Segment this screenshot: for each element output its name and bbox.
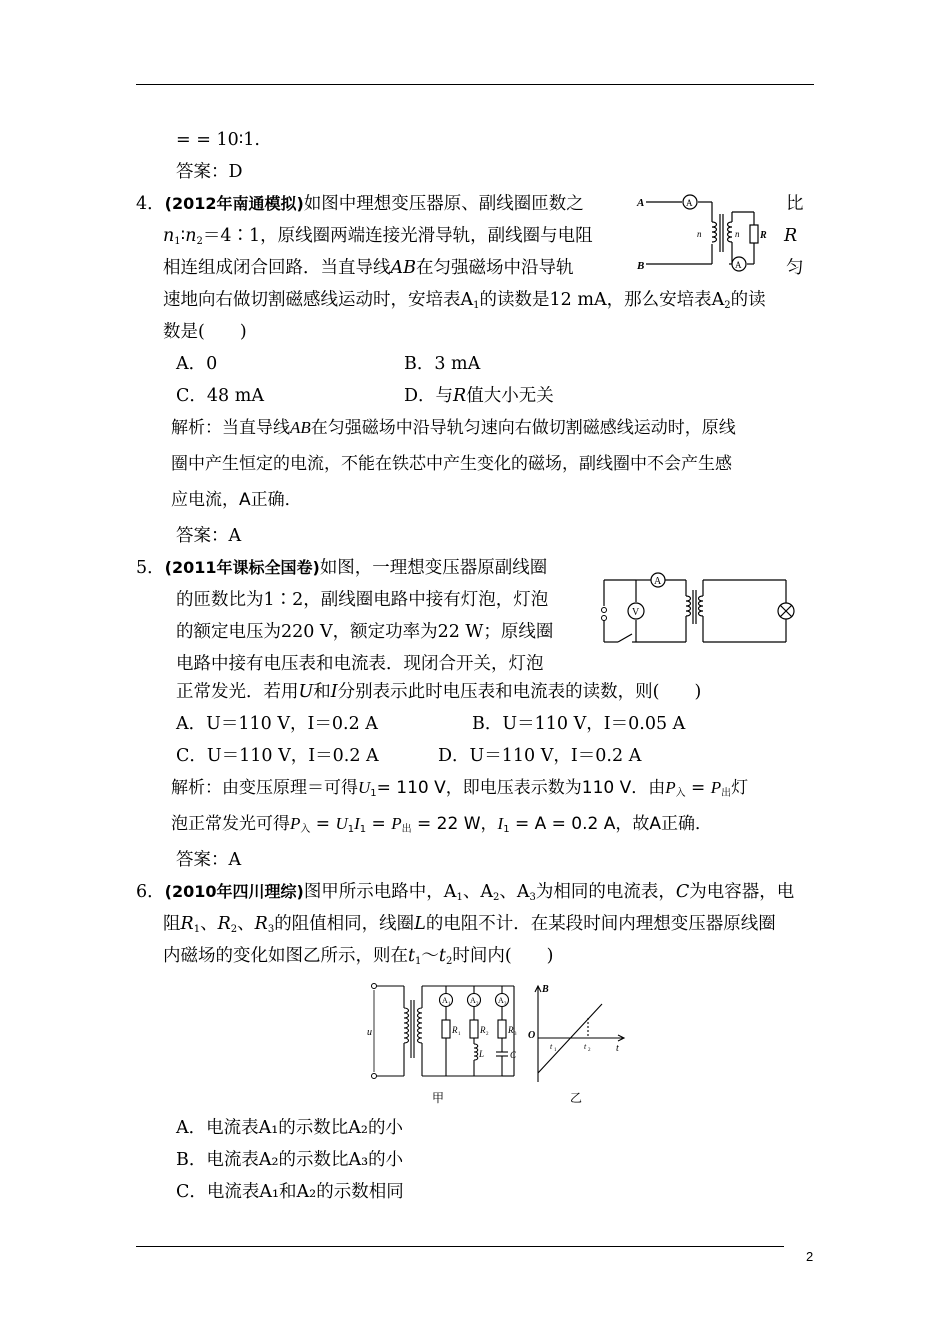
- q6-figure-yi: [526, 978, 626, 1108]
- q6-line1-b: 、A: [462, 882, 493, 902]
- q5-line-2: 的匝数比为1∶2，副线圈电路中接有灯泡，灯泡: [176, 590, 549, 610]
- q6-line2-b: 的阻值相同，线圈: [274, 914, 415, 934]
- q4-fig-label-r: R: [760, 230, 767, 241]
- q4-line1-text: 如图中理想变压器原、副线圈匝数之: [303, 194, 584, 214]
- q5-fig-meter-a: A: [654, 576, 662, 587]
- q6-fig-label-o: O: [528, 1030, 536, 1041]
- q6-number: 6．: [136, 882, 165, 902]
- q4-line-2: $n_1∶n_2=4∶1$，原线圈两端连接光滑导轨，副线圈与电阻: [163, 226, 593, 247]
- q5-line-4: 电路中接有电压表和电流表．现闭合开关，灯泡: [176, 654, 544, 674]
- q4-answer: 答案：A: [176, 526, 242, 546]
- svg-text:2: 2: [476, 1002, 479, 1007]
- q6-option-a: A．电流表A₁的示数比A₂的小: [176, 1118, 403, 1138]
- q4-analysis-3: 应电流，A正确．: [171, 490, 302, 510]
- q4-option-d: [404, 384, 554, 408]
- footer-rule: [136, 1246, 784, 1247]
- q5-option-a: A．U＝110 V，I＝0.2 A: [176, 714, 378, 734]
- q4-analysis-1: [171, 416, 736, 440]
- q5-analysis2-c: = A = 0.2 A，故A正确．: [514, 814, 712, 834]
- q5-analysis1-a: 解析：由变压原理＝可得: [171, 778, 358, 798]
- q6-line-1: 6．(2010年四川理综)图甲所示电路中，$A_1$、$A_2$、$A_3$为相同的电流表，C为电容器，电: [136, 882, 795, 903]
- q4-line4-c: 的读: [730, 290, 766, 310]
- q5-analysis1-b: = 110 V，即电压表示数为110 V．由: [376, 778, 666, 798]
- q6-fig-label-b: B: [542, 984, 549, 995]
- q5-line5-b: 和: [313, 682, 331, 702]
- q4-line2-text: ＝4∶1，原线圈两端连接光滑导轨，副线圈与电阻: [202, 226, 593, 246]
- q6-line1-c-var: C: [675, 882, 690, 902]
- q4-fig-meter-a2: A: [735, 260, 742, 270]
- q4-fig-label-a: A: [637, 197, 645, 209]
- q5-line5-a: 正常发光．若用: [176, 682, 299, 702]
- q6-caption-jia: 甲: [432, 1091, 445, 1105]
- q5-line-5: [176, 680, 701, 704]
- q4-option-a: A．0: [176, 354, 218, 374]
- q5-line1-text: 如图，一理想变压器原副线圈: [319, 558, 548, 578]
- q4-fig-label-b: B: [637, 260, 645, 272]
- q4-number: 4．: [136, 194, 165, 214]
- q5-analysis2-a: 泡正常发光可得: [171, 814, 290, 834]
- q5-analysis2-b: = 22 W，: [417, 814, 498, 834]
- q6-line1-d: 为相同的电流表，: [535, 882, 676, 902]
- svg-text:A: A: [470, 996, 476, 1005]
- q4-line-4: 速地向右做切割磁感线运动时，安培表$A_1$的读数是12 mA，那么安培表$A_2$的读: [163, 290, 766, 311]
- q5-answer: 答案：A: [176, 850, 242, 870]
- q5-figure: [596, 566, 806, 656]
- q5-line5-c: 分别表示此时电压表和电流表的读数，则( ): [337, 682, 702, 702]
- q5-fig-meter-v: V: [632, 607, 640, 618]
- q4-fig-label-n2: n: [735, 229, 740, 239]
- q4-line3-ab: AB: [390, 258, 416, 278]
- q6-fig-label-r1: R: [452, 1025, 458, 1035]
- q6-fig-label-t2: t: [584, 1042, 587, 1051]
- q6-source: (2010年四川理综): [164, 882, 304, 901]
- q4-figure: [636, 192, 786, 272]
- q6-line1-a: 图甲所示电路中，A: [303, 882, 457, 902]
- page-number: 2: [806, 1249, 814, 1264]
- q4-opt-d-post: 值大小无关: [466, 386, 554, 406]
- q6-line3-b: 时间内( ): [452, 946, 554, 966]
- q4-option-c: C．48 mA: [176, 386, 264, 406]
- q4-line-5: 数是( ): [163, 322, 247, 342]
- q6-fig-label-u: u: [367, 1027, 372, 1038]
- q5-line5-u: U: [298, 682, 314, 702]
- q6-line1-e: 为电容器，电: [689, 882, 795, 902]
- q3-answer: 答案：D: [176, 162, 243, 182]
- q4-source: (2012年南通模拟): [164, 194, 304, 213]
- q5-analysis1-c: 灯: [731, 778, 749, 798]
- q6-figure-jia: [364, 978, 524, 1108]
- q4-analysis1-ab: AB: [290, 418, 311, 437]
- q6-line2-l: L: [414, 914, 426, 934]
- svg-text:A: A: [442, 996, 448, 1005]
- q4-option-b: B．3 mA: [404, 354, 481, 374]
- q4-opt-d-r: R: [453, 386, 467, 406]
- q6-fig-label-r2: R: [480, 1025, 486, 1035]
- q6-option-c: C．电流表A₁和A₂的示数相同: [176, 1182, 404, 1202]
- q5-number: 5．: [136, 558, 165, 578]
- svg-text:1: 1: [554, 1048, 557, 1053]
- q6-line2-a: 阻: [163, 914, 181, 934]
- q6-fig-label-l: L: [479, 1049, 485, 1059]
- q6-caption-yi: 乙: [570, 1091, 583, 1105]
- q4-line2-r: R: [784, 226, 798, 246]
- q4-line4-b: 的读数是12 mA，那么安培表A: [479, 290, 725, 310]
- q4-line3-end: 匀: [786, 258, 804, 278]
- q4-line3-text: 相连组成闭合回路．当直导线: [163, 258, 391, 278]
- q6-fig-label-t: t: [616, 1043, 619, 1054]
- svg-text:3: 3: [514, 1032, 517, 1037]
- q5-analysis-1: 解析：由变压原理＝可得$U_1= 110$ V，即电压表示数为110 V．由$P_入 = P_出$灯: [171, 778, 749, 799]
- q4-analysis1-pre: 解析：当直导线: [171, 418, 290, 438]
- q5-source: (2011年课标全国卷): [164, 558, 320, 577]
- q6-line1-c: 、A: [499, 882, 530, 902]
- q4-analysis-2: 圈中产生恒定的电流，不能在铁芯中产生变化的磁场，副线圈中不会产生感: [171, 454, 732, 474]
- q5-option-d: D．U＝110 V，I＝0.2 A: [438, 746, 642, 766]
- q5-analysis-2: 泡正常发光可得$P_入 = U_1I_1 = P_出 = 22$ W，$I_1 = A = 0.2$ A，故A正确．: [171, 814, 712, 835]
- svg-text:1: 1: [458, 1032, 461, 1037]
- q5-line-1: [136, 556, 547, 580]
- q4-line3-b: 在匀强磁场中沿导轨: [416, 258, 574, 278]
- svg-text:2: 2: [588, 1048, 591, 1053]
- q6-fig-label-r3: R: [508, 1025, 514, 1035]
- q5-line5-i: I: [330, 682, 338, 702]
- q5-option-b: B．U＝110 V，I＝0.05 A: [472, 714, 686, 734]
- q6-line2-c: 的电阻不计．在某段时间内理想变压器原线圈: [425, 914, 776, 934]
- q6-fig-label-t1: t: [550, 1042, 553, 1051]
- q5-option-c: C．U＝110 V，I＝0.2 A: [176, 746, 379, 766]
- q3-formula-tail: = = 10∶1.: [176, 130, 260, 150]
- q4-ratio-sep: ∶: [180, 226, 186, 246]
- q6-option-b: B．电流表A₂的示数比A₃的小: [176, 1150, 404, 1170]
- svg-text:A: A: [498, 996, 504, 1005]
- svg-text:1: 1: [448, 1002, 451, 1007]
- header-rule: [136, 84, 814, 85]
- q4-fig-meter-a1: A: [686, 198, 693, 208]
- q4-line4-text: 速地向右做切割磁感线运动时，安培表A: [163, 290, 474, 310]
- q6-line-3: 内磁场的变化如图乙所示，则在$t_1\sim t_2$时间内( ): [163, 946, 554, 967]
- q6-line-2: 阻$R_1$、$R_2$、$R_3$的阻值相同，线圈L的电阻不计．在某段时间内理想变压器原线圈: [163, 914, 776, 935]
- q4-fig-label-n1: n: [697, 229, 702, 239]
- q4-line-3: [163, 256, 574, 280]
- q6-fig-label-c: C: [510, 1050, 517, 1060]
- q4-analysis1-post: 在匀强磁场中沿导轨匀速向右做切割磁感线运动时，原线: [310, 418, 736, 438]
- q4-line1-end: 比: [786, 194, 804, 214]
- q4-line-1: [136, 192, 584, 216]
- svg-text:3: 3: [504, 1002, 507, 1007]
- q5-line-3: 的额定电压为220 V，额定功率为22 W；原线圈: [176, 622, 554, 642]
- q4-opt-d-pre: D．与: [404, 386, 454, 406]
- svg-text:2: 2: [486, 1032, 489, 1037]
- q6-line3-a: 内磁场的变化如图乙所示，则在: [163, 946, 408, 966]
